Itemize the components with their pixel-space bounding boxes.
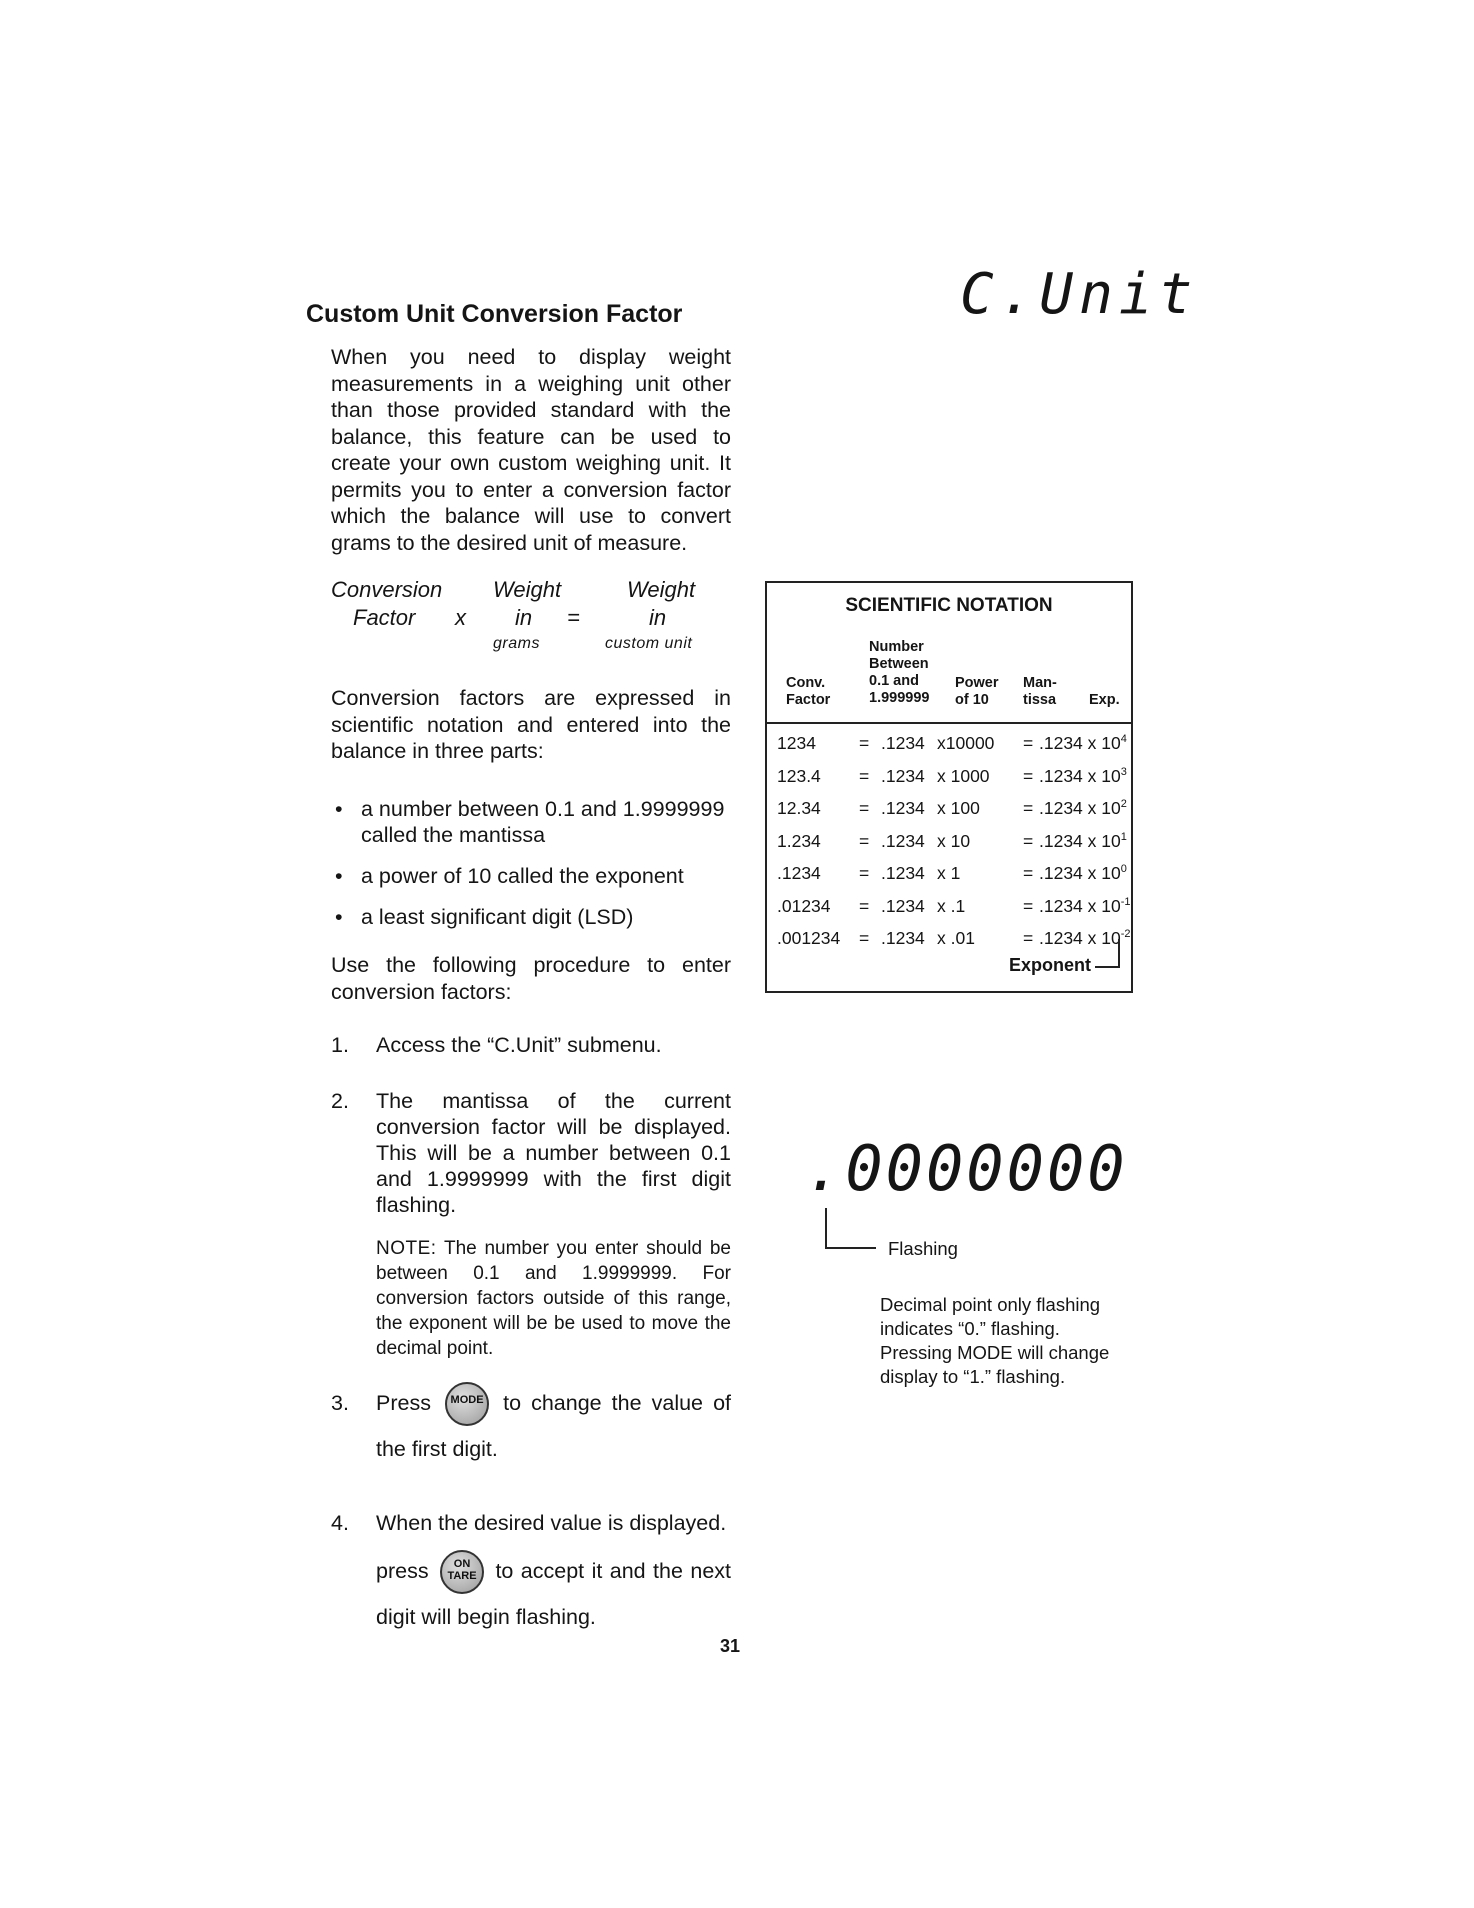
- power-cell: x 10: [937, 830, 971, 851]
- formula-term2-line2: in: [515, 605, 533, 630]
- exponent-cell: -1: [1120, 895, 1131, 908]
- mantissa-cell: .1234: [881, 863, 925, 883]
- equals-sign: =: [1023, 765, 1034, 786]
- equals-sign: =: [859, 765, 870, 786]
- power-cell: x 100: [937, 798, 980, 818]
- exponent-cell: 4: [1120, 733, 1127, 746]
- lcd-cunit-display: C.Unit: [960, 262, 1199, 327]
- conv-factor-cell: .001234: [777, 928, 841, 948]
- mantissa-cell: .1234: [881, 765, 925, 786]
- scientific-notation-table: [765, 581, 1133, 993]
- mantissa-cell: .1234: [881, 733, 925, 753]
- exponent-label: Exponent: [1008, 955, 1091, 975]
- exponent-cell: 2: [1120, 798, 1127, 811]
- formula-term2-line1: Weight: [493, 577, 562, 602]
- formula-term3-line3: custom unit: [605, 635, 693, 652]
- lcd-mantissa-display: .0000000: [805, 1132, 1128, 1205]
- table-divider: [767, 722, 1131, 724]
- exponent-cell: 0: [1120, 863, 1127, 876]
- section-heading: Custom Unit Conversion Factor: [306, 300, 683, 328]
- equals-sign: =: [1023, 830, 1034, 851]
- conv-factor-cell: .1234: [777, 863, 821, 883]
- step-1: 1. Access the “C.Unit” submenu.: [331, 1033, 662, 1057]
- page-number: 31: [720, 1636, 741, 1656]
- expressed-paragraph: Conversion factors are expressed in scientific notation and entered into the balance in three parts:: [331, 686, 731, 763]
- power-cell: x .01: [937, 928, 975, 948]
- table-title: SCIENTIFIC NOTATION: [845, 595, 1053, 616]
- exponent-arrow-icon: [1093, 935, 1123, 971]
- equals-sign: =: [859, 830, 870, 851]
- on-tare-button-icon: ON TARE: [440, 1550, 484, 1594]
- conv-factor-cell: 12.34: [777, 798, 821, 818]
- equals-sign: =: [1023, 863, 1034, 883]
- header-exp: Exp.: [1089, 692, 1120, 708]
- equals-sign: =: [859, 895, 870, 916]
- power-cell: x .1: [937, 895, 966, 916]
- result-cell: .1234 x $10^0$: [1039, 863, 1127, 883]
- result-cell: .1234 x $10^4$: [1039, 733, 1127, 753]
- procedure-intro: Use the following procedure to enter conversion factors:: [331, 953, 731, 1004]
- flashing-pointer-icon: [820, 1208, 880, 1258]
- mantissa-cell: .1234: [881, 830, 925, 851]
- power-cell: x10000: [937, 733, 995, 753]
- mantissa-cell: .1234: [881, 895, 925, 916]
- power-cell: x 1: [937, 863, 961, 883]
- equals-sign: =: [1023, 798, 1034, 818]
- conv-factor-cell: 1234: [777, 733, 816, 753]
- result-cell: .1234 x $10^3$: [1039, 765, 1127, 786]
- result-cell: .1234 x $10^{-2}$: [1039, 928, 1131, 948]
- formula-term1-line1: Conversion: [331, 577, 443, 602]
- formula-term1-line2: Factor: [353, 605, 416, 630]
- conversion-formula: [331, 577, 731, 657]
- note: NOTE: The number you enter should be between 0.1 and 1.9999999. For conversion factors outside of this range, the exponent will be be used to move the decimal point.: [376, 1238, 731, 1359]
- formula-equals: =: [567, 605, 580, 630]
- conv-factor-cell: 1.234: [777, 830, 821, 851]
- formula-times: x: [455, 605, 466, 630]
- equals-sign: =: [859, 733, 870, 753]
- conv-factor-cell: .01234: [777, 895, 831, 916]
- list-item: • a number between 0.1 and 1.9999999 called the mantissa: [335, 797, 725, 847]
- bullet-list: [331, 796, 751, 945]
- formula-term2-line3: grams: [493, 635, 540, 652]
- flashing-label: Flashing: [888, 1238, 958, 1259]
- result-cell: .1234 x $10^{-1}$: [1039, 895, 1131, 916]
- power-cell: x 1000: [937, 765, 990, 786]
- mantissa-cell: .1234: [881, 798, 925, 818]
- list-item: • a least significant digit (LSD): [335, 905, 634, 929]
- equals-sign: =: [859, 863, 870, 883]
- exponent-cell: -2: [1120, 928, 1131, 941]
- result-cell: .1234 x $10^1$: [1039, 830, 1127, 851]
- formula-term3-line2: in: [649, 605, 667, 630]
- display-caption: Decimal point only flashing indicates “0.” flashing. Pressing MODE will change display to “1.” flashing.: [880, 1294, 1110, 1387]
- mantissa-cell: .1234: [881, 928, 925, 948]
- equals-sign: =: [1023, 733, 1034, 753]
- equals-sign: =: [1023, 895, 1034, 916]
- header-mantissa: Man- tissa: [1023, 675, 1057, 708]
- exponent-cell: 3: [1120, 765, 1127, 778]
- header-power: Power of 10: [955, 675, 999, 708]
- header-conv: Conv. Factor: [786, 675, 831, 708]
- equals-sign: =: [859, 798, 870, 818]
- equals-sign: =: [1023, 928, 1034, 948]
- intro-paragraph: When you need to display weight measurements in a weighing unit other than those provided standard with the balance, this feature can be used to create your own custom weighing unit. It permits you to enter a conversion factor which the balance will use to convert grams to the desired unit of measure.: [331, 345, 731, 555]
- result-cell: .1234 x $10^2$: [1039, 798, 1127, 818]
- header-number-between: Number Between 0.1 and 1.999999: [869, 639, 930, 706]
- step-4: 4. When the desired value is displayed. press ON TARE to accept it and the next digit will begin flashing.: [331, 1511, 731, 1630]
- equals-sign: =: [859, 928, 870, 948]
- list-item: • a power of 10 called the exponent: [335, 864, 684, 888]
- mode-button-icon: MODE: [445, 1382, 489, 1426]
- conv-factor-cell: 123.4: [777, 765, 821, 786]
- step-2-text: The mantissa of the current conversion factor will be displayed. This will be a number between 0.1 and 1.9999999 with the first digit flashing.: [376, 1089, 731, 1217]
- step-2: 2. The mantissa of the current conversion factor will be displayed. This will be a number between 0.1 and 1.9999999 with the first digit flashing. NOTE: The number you enter should be between 0.1 and 1.9999999. For conversion factors outside of this range, the exponent will be be used to move the decimal point.: [331, 1089, 731, 1359]
- formula-term3-line1: Weight: [627, 577, 696, 602]
- step-3: 3. Press MODE to change the value of the first digit.: [331, 1380, 731, 1472]
- exponent-cell: 1: [1120, 830, 1127, 843]
